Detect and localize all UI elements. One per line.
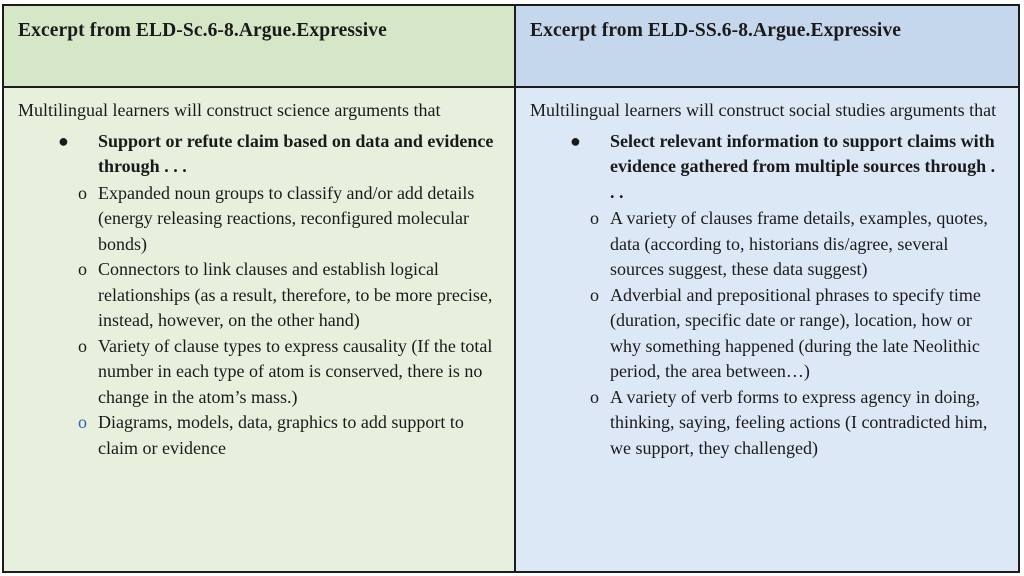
social-studies-sub-list [530,206,1018,461]
bullet-dot-icon: ● [570,130,581,151]
list-item-text: Variety of clause types to express causality (If the total number in each type of atom is conserved, there is no change in the atom’s mass.) [98,335,493,407]
social-studies-main-bullet [530,129,1018,206]
sub-bullet-o-icon: o [78,335,87,356]
list-item [530,206,1018,283]
list-item [18,334,514,411]
list-item [18,257,514,334]
list-item [18,410,514,461]
sub-bullet-o-icon: o [78,412,87,432]
list-item-text: Expanded noun groups to classify and/or add details (energy releasing reactions, reconfigured molecular bonds) [98,182,475,254]
sub-bullet-o-icon: o [590,284,599,305]
bullet-dot-icon: ● [58,130,69,151]
sub-bullet-o-icon: o [590,208,599,228]
sub-bullet-o-icon: o [78,182,87,203]
list-item-text: A variety of verb forms to express agency in doing, thinking, saying, feeling actions (I contradicted him, we support, they challenged) [610,386,988,458]
social-studies-column-header [516,6,1018,88]
list-item [530,283,1018,385]
list-item [530,385,1018,462]
list-item-text: Connectors to link clauses and establish logical relationships (as a result, therefore, to be more precise, instead, however, on the other hand) [98,259,493,330]
science-column-header [4,6,516,88]
science-main-bullet [18,129,514,180]
standards-comparison-table [2,4,1020,573]
science-sub-list [18,181,514,462]
social-studies-intro-text: Multilingual learners will construct social studies arguments that [530,100,997,120]
science-column-body [4,88,516,571]
list-item [18,181,514,258]
social-studies-bullet-text: Select relevant information to support claims with evidence gathered from multiple sources through . . . [610,130,996,202]
list-item-text: Diagrams, models, data, graphics to add support to claim or evidence [98,412,464,458]
science-intro-text: Multilingual learners will construct science arguments that [18,100,441,120]
social-studies-header-title: Excerpt from ELD-SS.6-8.Argue.Expressive [530,20,902,41]
sub-bullet-o-icon: o [590,386,599,407]
list-item-text: A variety of clauses frame details, examples, quotes, data (according to, historians dis/agree, several sources suggest, these data suggest) [610,208,988,279]
science-bullet-text: Support or refute claim based on data and evidence through . . . [98,130,494,176]
science-header-title: Excerpt from ELD-Sc.6-8.Argue.Expressive [18,20,387,41]
social-studies-column-body [516,88,1018,571]
list-item-text: Adverbial and prepositional phrases to specify time (duration, specific date or range), location, how or why something happened (during the late Neolithic period, the area between…) [610,284,981,381]
sub-bullet-o-icon: o [78,259,87,279]
